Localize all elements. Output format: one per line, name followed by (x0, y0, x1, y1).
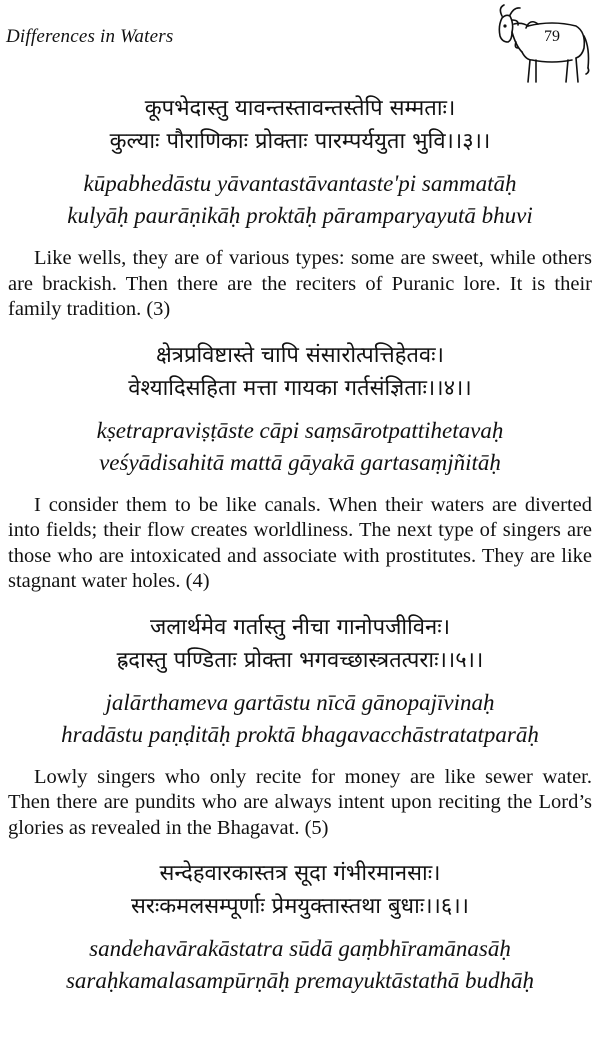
transliteration-line: kūpabhedāstu yāvantastāvantaste'pi sammatāḥ (83, 171, 517, 196)
translation-paragraph: Lowly singers who only recite for money are like sewer water. Then there are pundits who are always intent upon reciting the Lord’s glories as revealed in the Bhagavat. (5) (8, 765, 592, 839)
transliteration-line: kṣetrapraviṣṭāste cāpi saṃsārotpattihetavaḥ (96, 417, 504, 443)
running-title: Differences in Waters (6, 26, 174, 47)
verse-block-5 (0, 611, 600, 842)
transliteration-line: hradāstu paṇḍitāḥ proktā bhagavacchāstratatparāḥ (61, 721, 539, 747)
transliteration-line: sandehavārakāstatra sūdā gaṃbhīramānasāḥ (89, 936, 511, 961)
sanskrit-verse-line: सन्देहवारकास्तत्र सूदा गंभीरमानसाः। (159, 861, 441, 886)
page-body (0, 92, 600, 1013)
sanskrit-verse-line: कूपभेदास्तु यावन्तस्तावन्तस्तेपि सम्मताः। (144, 96, 456, 121)
sanskrit-verse-line: कुल्याः पौराणिकाः प्रोक्ताः पारम्पर्ययुता भुवि।।३।। (109, 129, 491, 154)
transliteration-line: jalārthameva gartāstu nīcā gānopajīvinaḥ (105, 689, 495, 715)
sanskrit-verse-line: जलार्थमेव गर्तास्तु नीचा गानोपजीविनः। (149, 614, 451, 640)
cow-illustration-icon (492, 2, 592, 86)
sanskrit-verse-line: ह्रदास्तु पण्डिताः प्रोक्ता भगवच्छास्त्रतत्पराः।।५।। (116, 647, 484, 673)
sanskrit-verse-line: सरःकमलसम्पूर्णाः प्रेमयुक्तास्तथा बुधाः।।६।। (130, 894, 470, 919)
verse-block-6 (0, 857, 600, 997)
transliteration-line: kulyāḥ paurāṇikāḥ proktāḥ pāramparyayutā bhuvi (67, 203, 533, 228)
sanskrit-verse-line: क्षेत्रप्रविष्टास्ते चापि संसारोत्पत्तिहेतवः। (156, 342, 444, 368)
page-number: 79 (544, 28, 560, 45)
transliteration-line: saraḥkamalasampūrṇāḥ premayuktāstathā budhāḥ (65, 968, 535, 993)
verse-block-4 (0, 339, 600, 595)
sanskrit-verse-line: वेश्यादिसहिता मत्ता गायका गर्तसंज्ञिताः।।४।। (128, 375, 472, 401)
page-header (0, 0, 600, 90)
translation-paragraph: I consider them to be like canals. When their waters are diverted into fields; their flow creates worldliness. The next type of singers are those who are intoxicated and associate with prostitutes. They are like stagnant water holes. (4) (8, 493, 592, 592)
translation-paragraph: Like wells, they are of various types: some are sweet, while others are brackish. Then there are the reciters of Puranic lore. It is their family tradition. (3) (8, 247, 592, 320)
verse-block-3 (0, 92, 600, 323)
transliteration-line: veśyādisahitā mattā gāyakā gartasaṃjñitāḥ (99, 449, 501, 475)
